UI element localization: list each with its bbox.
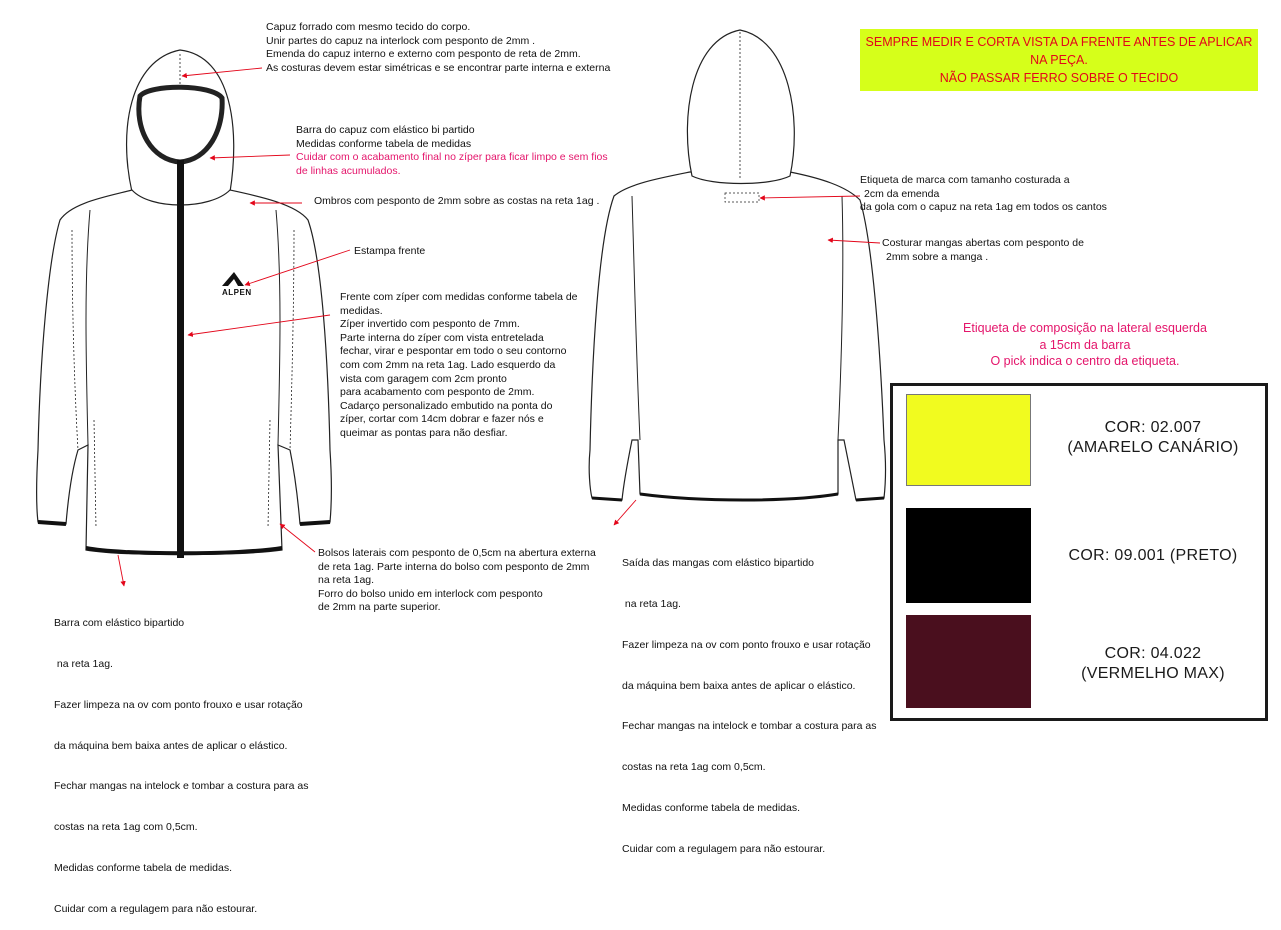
note-line: Emenda do capuz interno e externo com pesponto de reta de 2mm. — [266, 48, 581, 61]
note-line: Barra do capuz com elástico bi partido — [296, 124, 475, 136]
front-jacket — [37, 50, 332, 558]
note-pockets — [318, 547, 596, 615]
note-line: da máquina bem baixa antes de aplicar o elástico. — [54, 739, 288, 752]
note-line: Fazer limpeza na ov com ponto frouxo e usar rotação — [622, 638, 871, 651]
note-line: medidas. — [340, 304, 383, 317]
note-line: na reta 1ag. — [54, 657, 113, 670]
color-swatch-vermelho — [906, 615, 1031, 708]
banner-line-1: SEMPRE MEDIR E CORTA VISTA DA FRENTE ANTES DE APLICAR NA PEÇA. — [865, 35, 1253, 67]
note-line: Bolsos laterais com pesponto de 0,5cm na abertura externa — [318, 547, 596, 559]
color-label-amarelo — [1043, 418, 1263, 458]
note-line: para acabamento com pesponto de 2mm. — [340, 386, 535, 399]
color-swatch-amarelo — [906, 394, 1031, 486]
back-jacket — [589, 30, 885, 500]
note-line: Cuidar com a regulagem para não estourar. — [622, 842, 826, 855]
warning-banner — [860, 29, 1258, 91]
note-line: Saída das mangas com elástico bipartido — [622, 557, 815, 570]
back-body — [589, 172, 885, 500]
note-line: 2mm sobre a manga . — [886, 250, 989, 263]
note-line: Fechar mangas na intelock e tombar a costura para as — [54, 780, 309, 793]
note-hood — [266, 21, 610, 75]
note-print: Estampa frente — [354, 245, 426, 257]
note-line: Parte interna do zíper com vista entretelada — [340, 331, 544, 344]
note-line: da máquina bem baixa antes de aplicar o elástico. — [622, 679, 856, 692]
note-line: queimar as pontas para não desfiar. — [340, 426, 508, 439]
color-code: COR: 02.007 — [1104, 419, 1202, 436]
note-zipper — [340, 291, 578, 441]
note-line: Frente com zíper com medidas conforme tabela de — [340, 291, 578, 303]
color-code: COR: 04.022 — [1104, 645, 1202, 662]
note-line: a 15cm da barra — [1039, 337, 1131, 352]
note-line: Fechar mangas na intelock e tombar a costura para as — [622, 720, 877, 733]
note-line: Cadarço personalizado embutido na ponta do — [340, 399, 553, 412]
color-name: (AMARELO CANÁRIO) — [1067, 439, 1239, 456]
banner-line-2: NÃO PASSAR FERRO SOBRE O TECIDO — [939, 71, 1179, 85]
note-line: costas na reta 1ag com 0,5cm. — [54, 821, 198, 834]
color-label-preto — [1043, 546, 1263, 566]
note-line: Medidas conforme tabela de medidas. — [54, 861, 233, 874]
note-hem — [54, 590, 308, 930]
note-hood-band — [296, 124, 608, 178]
note-line: Etiqueta de composição na lateral esquerda — [963, 321, 1207, 335]
back-hood — [687, 30, 794, 184]
note-composition-label — [900, 320, 1270, 370]
note-line: de 2mm na parte superior. — [318, 601, 441, 614]
note-line: com com 2mm na reta 1ag. Lado esquerdo da — [340, 358, 556, 371]
color-palette — [890, 383, 1268, 721]
note-line: Medidas conforme tabela de medidas — [296, 137, 472, 150]
note-line: da gola com o capuz na reta 1ag em todos os cantos — [860, 201, 1107, 214]
note-line: de reta 1ag. Parte interna do bolso com pesponto de 2mm — [318, 560, 590, 573]
color-name: (VERMELHO MAX) — [1081, 665, 1225, 682]
note-line: Fazer limpeza na ov com ponto frouxo e usar rotação — [54, 698, 303, 711]
note-line: Cuidar com a regulagem para não estourar. — [54, 902, 258, 915]
note-line: Zíper invertido com pesponto de 7mm. — [340, 318, 520, 331]
note-line: Unir partes do capuz na interlock com pesponto de 2mm . — [266, 34, 536, 47]
note-sleeves — [882, 237, 1084, 264]
note-line: vista com garagem com 2cm pronto — [340, 372, 507, 385]
note-line: 2cm da emenda — [864, 187, 940, 200]
note-warning-line: Cuidar com o acabamento final no zíper para ficar limpo e sem fios — [296, 151, 608, 164]
note-line: Barra com elástico bipartido — [54, 617, 185, 630]
color-code: COR: 09.001 (PRETO) — [1068, 547, 1238, 564]
note-line: na reta 1ag. — [318, 574, 375, 587]
note-line: na reta 1ag. — [622, 597, 681, 610]
note-line: Capuz forrado com mesmo tecido do corpo. — [266, 21, 471, 33]
note-line: As costuras devem estar simétricas e se encontrar parte interna e externa — [266, 61, 611, 74]
note-line: Etiqueta de marca com tamanho costurada a — [860, 174, 1070, 186]
color-label-vermelho — [1043, 644, 1263, 684]
note-line: O pick indica o centro da etiqueta. — [990, 354, 1180, 368]
front-zipper — [177, 160, 184, 558]
note-line: costas na reta 1ag com 0,5cm. — [622, 761, 766, 774]
note-cuffs — [622, 530, 876, 870]
alpen-logo-text: ALPEN — [222, 288, 252, 297]
note-line: Costurar mangas abertas com pesponto de — [882, 237, 1084, 249]
note-brand-label — [860, 174, 1107, 215]
note-warning-line: de linhas acumulados. — [296, 164, 401, 177]
note-line: zíper, cortar com 14cm dobrar e fazer nós e — [340, 413, 544, 426]
note-line: Medidas conforme tabela de medidas. — [622, 801, 801, 814]
note-line: fechar, virar e pespontar em todo o seu contorno — [340, 345, 567, 358]
note-shoulders: Ombros com pesponto de 2mm sobre as costas na reta 1ag . — [314, 195, 600, 207]
color-swatch-preto — [906, 508, 1031, 603]
note-line: Forro do bolso unido em interlock com pesponto — [318, 587, 543, 600]
